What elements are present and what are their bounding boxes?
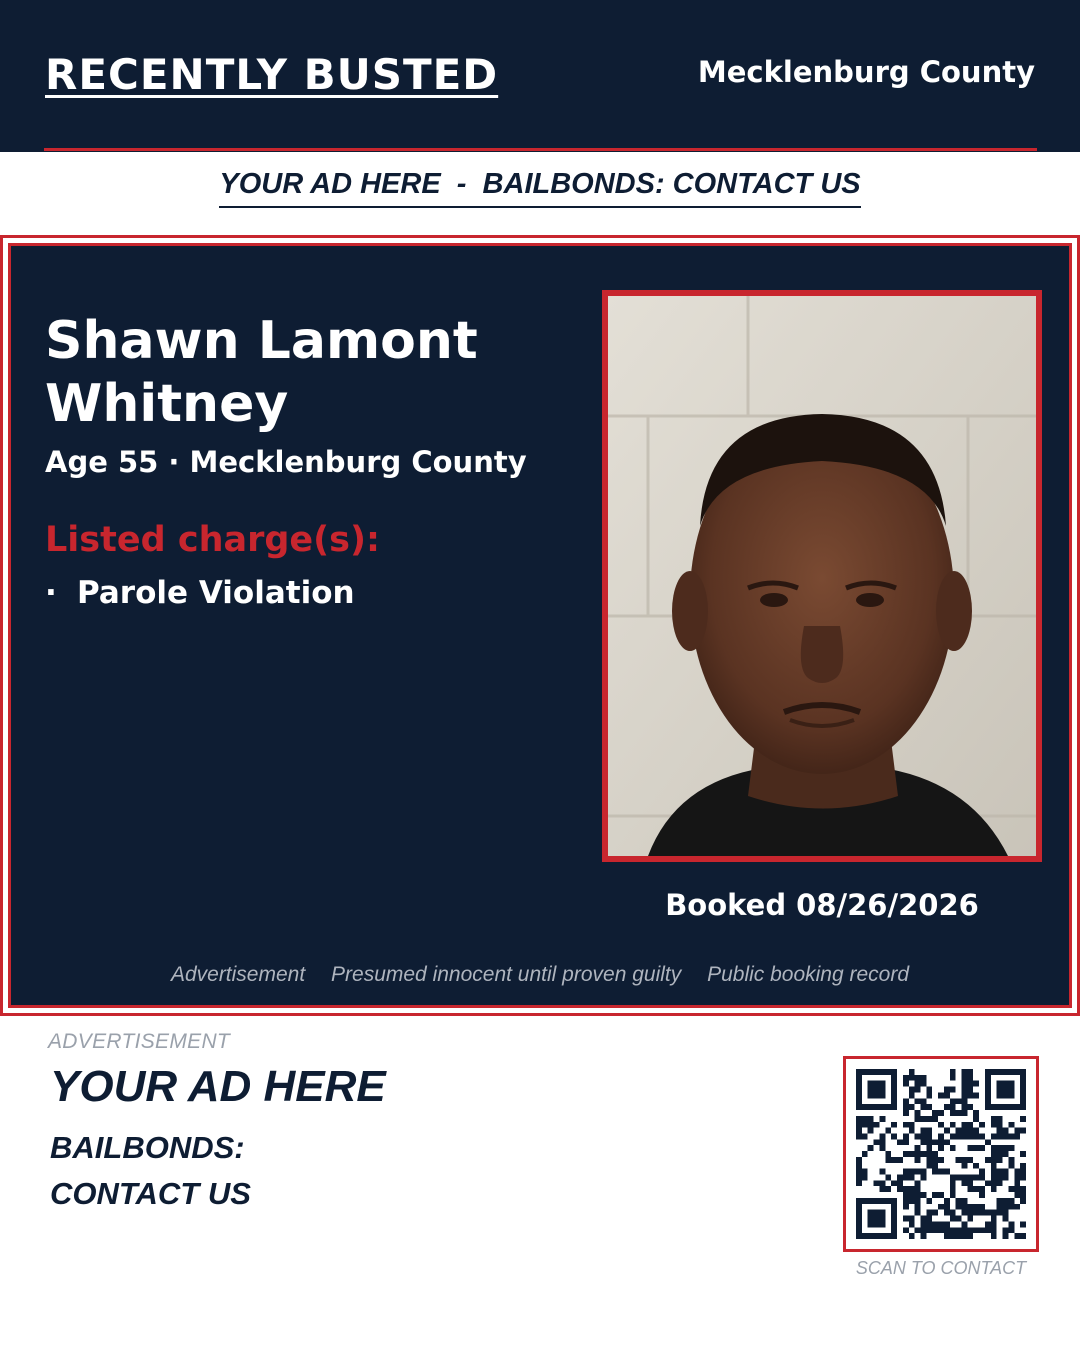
charges-heading: Listed charge(s): <box>45 520 380 560</box>
qr-code[interactable] <box>843 1056 1039 1252</box>
booking-date: Booked 08/26/2026 <box>665 888 979 922</box>
header-bar <box>0 0 1080 152</box>
ad-banner[interactable] <box>0 168 1080 208</box>
person-name: Shawn Lamont Whitney <box>45 311 478 434</box>
footer-ad-line-1[interactable]: BAILBONDS: <box>50 1130 245 1165</box>
bullet-icon: · <box>45 575 57 611</box>
disclaimer-presumed-innocent: Presumed innocent until proven guilty <box>331 963 682 986</box>
charge-text: Parole Violation <box>77 575 355 611</box>
disclaimer-advertisement: Advertisement <box>170 963 306 986</box>
mugshot-photo <box>602 290 1042 862</box>
disclaimer-public-record: Public booking record <box>707 963 910 986</box>
footer-ad-line-2[interactable]: CONTACT US <box>50 1176 251 1211</box>
disclaimer-line <box>0 963 1080 987</box>
ad-banner-text[interactable]: YOUR AD HERE - BAILBONDS: CONTACT US <box>219 168 860 208</box>
brand-title: RECENTLY BUSTED <box>45 50 499 99</box>
charge-item <box>45 575 355 611</box>
header-divider <box>44 148 1037 151</box>
header-county: Mecklenburg County <box>697 55 1035 89</box>
person-age-county: Age 55 · Mecklenburg County <box>45 445 527 479</box>
qr-code-icon <box>856 1069 1026 1239</box>
qr-caption: SCAN TO CONTACT <box>855 1258 1027 1278</box>
footer-ad-label: ADVERTISEMENT <box>48 1030 231 1053</box>
mugshot-image <box>608 296 1036 856</box>
footer-ad-title[interactable]: YOUR AD HERE <box>50 1062 386 1111</box>
